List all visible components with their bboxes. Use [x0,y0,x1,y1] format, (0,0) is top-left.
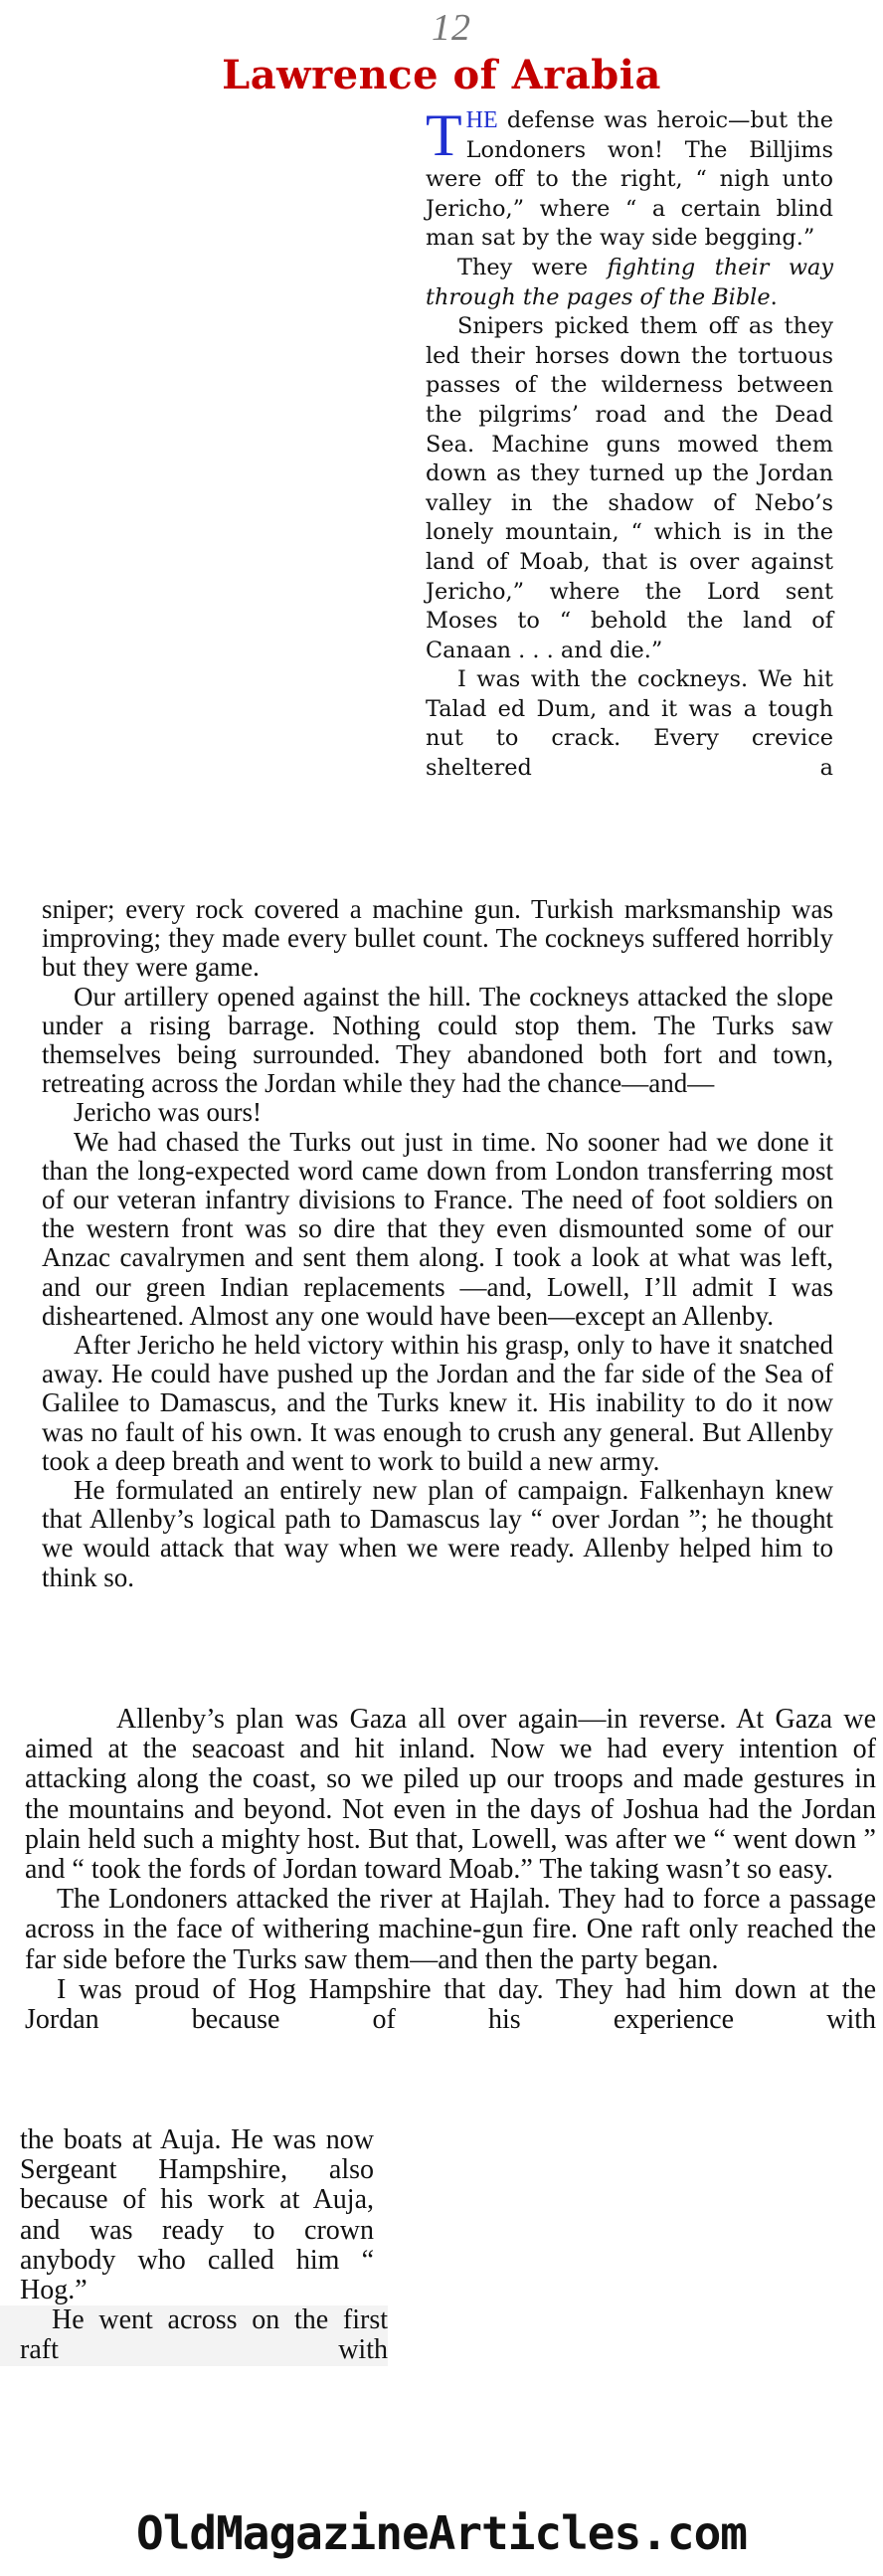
paragraph-4-narrow: I was with the cockneys. We hit Talad ed Dum, and it was a tough nut to crack. Every crevice sheltered a [426,666,833,782]
paragraph-9: He formulated an entirely new plan of campaign. Falkenhayn knew that Allenby’s logical path to Damascus lay “ over Jordan ”; he thought we would attack that way when we were ready. Allenby helped him to think so. [42,1475,833,1592]
wide-section [25,1705,876,2035]
paragraph-2-end: . [770,283,778,310]
paragraph-6: Jericho was ours! [74,1097,262,1128]
paragraph-13: He went across on the first raft with [20,2304,388,2366]
paragraph-7: We had chased the Turks out just in time. No sooner had we done it than the long-expected word came down from London transferring most of our veteran infantry divisions to France. The need of foot soldiers on the western front was so dire that they even dismounted some of our Anzac cavalrymen and sent them along. I took a look at what was left, and our green Indian replacements —and, Lowell, I’ll admit I was disheartened. Almost any one would have been—except an Allenby. [42,1126,833,1331]
paragraph-5: Our artillery opened against the hill. The cockneys attacked the slope under a rising barrage. Nothing could stop them. The Turks saw themselves being surrounded. They abandoned both fort and town, retreating across the Jordan while they had the chance—and— [42,981,833,1099]
article-title: Lawrence of Arabia [222,52,661,98]
paragraph-8: After Jericho he held victory within his grasp, only to have it snatched away. He could have pushed up the Jordan and the far side of the Sea of Galilee to Damascus, and the Turks knew it. His inability to do it now was no fault of his own. It was enough to crush any general. But Allenby took a deep breath and went to work to build a new army. [42,1330,833,1476]
paragraph-11: The Londoners attacked the river at Hajlah. They had to force a passage across in the face of withering machine-gun fire. One raft only reached the far side before the Turks saw them—and then the party began. [25,1884,876,1975]
paragraph-4-wide: sniper; every rock covered a machine gun. Turkish marksmanship was improving; they made every bullet count. The cockneys suffered horribly but they were game. [42,894,833,983]
paragraph-1-text: defense was heroic—but the Londoners won! The Billjims were off to the right, “ nigh unto Jericho,” where “ a certain blind man sat by the way side begging.” [426,107,833,252]
paragraph-2-italic: fighting their way through the pages of the Bible [426,254,833,310]
shaded-block [0,2305,388,2365]
full-width-section [42,895,833,1592]
paragraph-10: Allenby’s plan was Gaza all over again—in reverse. At Gaza we aimed at the seacoast and hit inland. Now we had every intention of attacking along the coast, so we piled up our troops and made gestures in the mountains and beyond. Not even in the days of Joshua had the Jordan plain held such a mighty host. But that, Lowell, was after we “ went down ” and “ took the fords of Jordan toward Moab.” The taking wasn’t so easy. [25,1704,876,1886]
paragraph-1 [426,102,833,254]
page-number: 12 [432,7,471,49]
left-column [20,2124,388,2366]
paragraph-3: Snipers picked them off as they led their horses down the tortuous passes of the wilderness between the pilgrims’ road and the Dead Sea. Machine guns mowed them down as they turned up the Jordan valley in the shadow of Nebo’s lonely mountain, “ which is in the land of Moab, that is over against Jericho,” where the Lord sent Moses to “ behold the land of Canaan . . . and die.” [426,313,833,663]
site-logo: OldMagazineArticles.com [136,2506,747,2560]
paragraph-12-narrow: the boats at Auja. He was now Sergeant Hampshire, also because of his work at Auja, and was ready to crown anybody who called him “ Hog.” [20,2124,374,2306]
drop-cap: T [426,102,462,168]
paragraph-12-wide: I was proud of Hog Hampshire that day. They had him down at the Jordan because of his experience with [25,1973,876,2036]
drop-cap-rest: HE [465,107,498,133]
paragraph-2 [426,254,833,312]
paragraph-2-start: They were [457,254,608,280]
right-column [426,102,833,784]
